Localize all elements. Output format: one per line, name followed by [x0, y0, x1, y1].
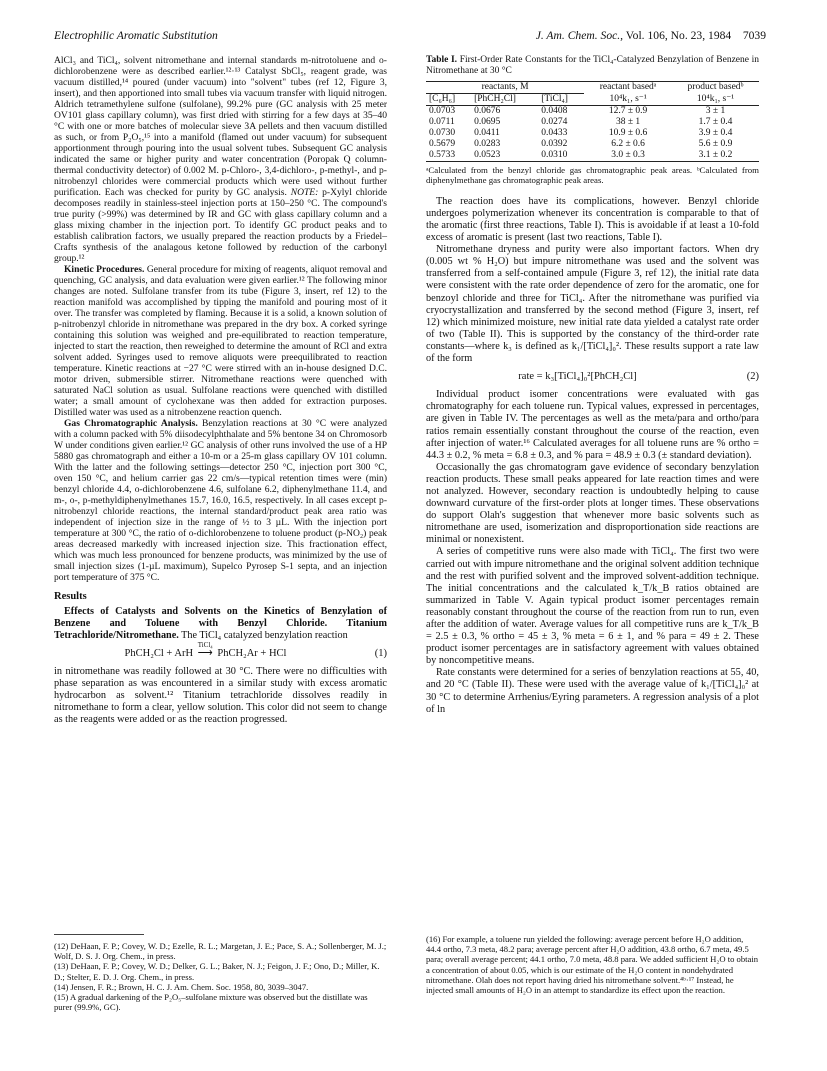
header-page-number: 7039	[742, 29, 766, 42]
table-cell: 0.0433	[541, 128, 568, 138]
table-cell: 10.9 ± 0.6	[608, 128, 648, 138]
kinetic-text: General procedure for mixing of reagents, aliquot removal and quenching, GC analysis, and data evaluation were given earlier.¹² The following minor changes are noted. Sulfolane transfer from its tube (Figure 3, insert, ref 12) to the reaction manifold was accomplished by tipping the manifold and pouring most of it over. The transfer was completed by flaming. Because it is a solid, a known solution of p-nitrobenzyl chloride in nitromethane was prepared in the dry box. A corked syringe containing this solution was weighed and pre-equilibrated to reaction temperature, injected to start the reaction, then reweighed to determine the amount of RCl and extra solvent added. Syringes used to remove aliquots were preequilibrated to reaction temperature. Kinetic reactions at −27 °C were stirred with an in-house designed D.C. motor driven, submersible stirrer. Nitromethane reactions were quenched with saturated NaCl solution as usual. Sulfolane reactions were quenched with distilled water; a small amount of cyclohexane was then added for extraction purposes. Distilled water was used as a nitrobenzene reaction quench.	[54, 264, 387, 418]
table-col4-header-a: reactant basedᵃ	[599, 82, 657, 93]
left-column	[54, 55, 387, 727]
table-cell: 1.7 ± 0.4	[698, 117, 733, 127]
table-cell: 0.5733	[429, 150, 456, 160]
gc-text: Benzylation reactions at 30 °C were analyzed with a column packed with 5% diisodecylphthalate and 5% bentone 34 on Chromosorb W under conditions given earlier.¹² GC analysis of other runs involved the use of a HP 5880 gas chromatograph and either a 10-m or a 25-m glass capillary OV 101 column. With the latter and the following settings—detector 250 °C, injection port 300 °C, oven 150 °C, and helium carrier gas 22 cm/s—typical retention times were (min) benzyl chloride 4.4, o-dichlorobenzene 4.6, sulfolane 6.2, diphenylmethane 11.4, and m-, o-, p-methyldiphenylmethanes 15.7, 16.0, 16.5, respectively. In all cases except p-nitrobenzyl chloride reactions, the internal standard/product peak area ratio was independent of injection size in the range of ½ to 3 µL. With the injection port temperature at 300 °C, the ratio of o-dichlorobenzene to toluene product (p-NO₂) peak areas decreased markedly with increased injection size. This fractionation effect, which was much less pronounced for benzene products, was minimized by the use of small injection sizes (1-µL maximum), Supelco Pyrosep S-1 septa, and an injection port temperature of 375 °C.	[54, 418, 388, 583]
footnote-13: (13) DeHaan, F. P.; Covey, W. D.; Delker, G. L.; Baker, N. J.; Feigon, J. F.; Ono, D.; Miller, K. D.; Stelter, E. D. J. Org. Chem., in press.	[54, 961, 380, 982]
effects-block	[54, 606, 387, 727]
table-col5-header-b: 10⁴k₁, s⁻¹	[696, 93, 735, 104]
equation-1-lhs: PhCH₂Cl + ArH	[124, 648, 194, 659]
table-head-row-1	[426, 82, 759, 94]
rate-constant-table	[426, 81, 759, 162]
table-cell: 0.0523	[474, 150, 501, 160]
footnotes-left	[54, 934, 387, 1012]
footnote-16: (16) For example, a toluene run yielded the following: average percent before H₂O addition, 44.4 ortho, 7.3 meta, 48.2 para; average percent after H₂O addition, 43.8 ortho, 6.7 meta, 49.5 para; overall average percent; 44.1 ortho, 7.0 meta, 48.8 para. We added sufficient H₂O to obtain a concentration of about 0.05, which is our estimate of the H₂O content in nondehydrated nitromethane. Olah does not report having dried his nitromethane solvent.⁴ᵇ·¹⁷ Instead, he injected small amounts of H₂O in an attempt to standardize its effect upon the reaction.	[426, 934, 759, 996]
table-cell: 3.1 ± 0.2	[698, 150, 733, 160]
gc-paragraph	[54, 418, 387, 583]
footnotes-right	[426, 934, 759, 995]
table-col1-header: [C₆H₆]	[429, 94, 456, 104]
header-citation	[536, 29, 766, 42]
header-title: Electrophilic Aromatic Substitution	[54, 29, 218, 42]
table-cell: 5.6 ± 0.9	[698, 139, 733, 149]
table-cell: 0.0695	[474, 117, 501, 127]
table-label: Table I.	[426, 55, 458, 65]
note-text: p-Xylyl chloride decomposes readily in stainless-steel injection ports at 150–250 °C. The compound's true purity (>99%) was determined by IR and GC with glass capillary column and a glass mixing chamber in the injection port. To identify GC product peaks and to establish calibration factors, we usually prepared the reaction products by a Friedel–Crafts synthesis of the analagous ketone followed by reduction of the carbonyl group.¹²	[54, 187, 387, 264]
kinetic-heading: Kinetic Procedures.	[64, 264, 145, 275]
table-cell: 0.0703	[429, 106, 456, 116]
footnote-14: (14) Jensen, F. R.; Brown, H. C. J. Am. Chem. Soc. 1958, 80, 3039–3047.	[54, 981, 309, 992]
table-row	[426, 128, 759, 139]
equation-1-number: (1)	[374, 648, 387, 659]
table-cell: 3.0 ± 0.3	[611, 150, 645, 160]
table-cell: 38 ± 1	[615, 117, 641, 127]
note-label: NOTE:	[290, 187, 319, 198]
table-cell: 6.2 ± 0.6	[611, 139, 645, 149]
right-paragraph-1: The reaction does have its complications, however. Benzyl chloride undergoes polymerization whenever its concentration is comparable to that of the aromatic (first three reactions, Table I). This is avoidable if at least a 10-fold excess of aromatic is present (last two reactions, Table I).	[426, 195, 759, 244]
kinetic-paragraph	[54, 264, 387, 418]
table-head-row-2	[426, 94, 759, 106]
right-column	[426, 55, 759, 716]
table-cell: 0.0392	[541, 139, 568, 149]
table-cell: 0.0411	[474, 128, 500, 138]
table-row	[426, 106, 759, 118]
table-body	[426, 106, 759, 162]
right-paragraph-3: Individual product isomer concentrations were evaluated with gas chromatography for each toluene run. Typical values, expressed in percentages, are given in Table IV. The percentages as well as the meta/para and ortho/para ratios remain essentially constant throughout the course of the reaction, even after injection of water.¹⁶ Calculated averages for all toluene runs are % ortho = 44.3 ± 0.2, % meta = 6.8 ± 0.3, and % para = 48.9 ± 0.3 (± standard deviation).	[426, 389, 759, 461]
table-cell: 0.0676	[474, 106, 501, 116]
table-cell: 0.0283	[474, 139, 501, 149]
right-paragraph-6: Rate constants were determined for a series of benzylation reactions at 55, 40, and 20 °C (Table II). These were used with the average value of k₁/[TiCl₄]₀² at 30 °C to determine Arrhenius/Eyring parameters. A regression analysis of a plot of ln	[426, 667, 759, 715]
table-footnote: ᵃCalculated from the benzyl chloride gas chromatographic peak areas. ᵇCalculated from diphenylmethane gas chromatographic peak areas.	[426, 165, 759, 186]
equation-2	[426, 371, 759, 383]
table-cell: 0.0730	[429, 128, 456, 138]
gc-heading: Gas Chromatographic Analysis.	[64, 418, 198, 429]
equation-2-body: rate = k₃[TiCl₄]₀²[PhCH₂Cl]	[518, 371, 637, 383]
table-group-header: reactants, M	[426, 82, 584, 94]
equation-1-body	[54, 641, 357, 660]
materials-paragraph	[54, 55, 387, 264]
table-cell: 3 ± 1	[705, 106, 726, 116]
right-paragraph-4: Occasionally the gas chromatogram gave evidence of secondary benzylation reaction products. These small peaks appeared for late reaction times and were not analyzed. However, secondary reaction is undoubtedly helping to cause downward curvature of the first-order plots at longer times. These observations do support Olah's suggestion that whenever more basic solvents such as nitromethane are used, isomerization and disproportionation side reactions are minimal or nonexistent.	[426, 461, 759, 546]
table-col2-header: [PhCH₂Cl]	[474, 94, 516, 104]
running-header	[54, 29, 766, 43]
equation-1-catalyst: TiCl₄	[197, 641, 213, 649]
table-row	[426, 117, 759, 128]
after-equation-paragraph: in nitromethane was readily followed at 30 °C. There were no difficulties with phase separation as was encountered in a similar study with excess aromatic hydrocarbon as solvent.¹² Titanium tetrachloride dissolves readily in nitromethane to form a clear, yellow solution. This color did not seem to change as the reagents were added or as the reaction progressed.	[54, 666, 387, 726]
footnote-rule	[54, 934, 144, 935]
right-paragraph-5: A series of competitive runs were also made with TiCl₄. The first two were carried out with impure nitromethane and the original solvent addition technique and the rest with purified solvent and the improved solvent-addition technique. The initial concentrations and the calculated k_T/k_B ratios obtained are summarized in Table V. Again typical product isomer percentages remain reasonably constant throughout the course of the reaction from run to run, even after the addition of water. Average values for all competitive runs are k_T/k_B = 2.5 ± 0.3, % ortho = 45 ± 3, % meta = 6 ± 1, and % para = 49 ± 2. These product isomer percentages are in satisfactory agreement with values obtained by noncompetitive means.	[426, 546, 759, 667]
table-caption-text: First-Order Rate Constants for the TiCl₄-Catalyzed Benzylation of Benzene in Nitromethane at 30 °C	[426, 55, 759, 76]
table-cell: 3.9 ± 0.4	[698, 128, 733, 138]
effects-paragraph	[54, 606, 387, 642]
footnote-15: (15) A gradual darkening of the P₂O₅–sulfolane mixture was observed but the distillate was purer (99.9%, GC).	[54, 992, 368, 1013]
equation-2-number: (2)	[746, 371, 759, 383]
materials-text: AlCl₃ and TiCl₄, solvent nitromethane and internal standards m-nitrotoluene and o-dichlorobenzene were as described earlier.¹²·¹³ Catalyst SbCl₅, reagent grade, was vacuum distilled,¹⁴ poured (under vacuum) into "solvent" tubes (ref 12, Figure 3, insert), and then apportioned into small tubes via vacuum transfer with liquid nitrogen. Aldrich tetramethylene sulfone (sulfolane), 99.2% pure (GC analysis with 25 meter OV101 glass capillary column), was first dried with stirring for a few days at 35–40 °C with one or more batches of molecular sieve 3A pellets and then vacuum distilled as such, or from P₂O₅,¹⁵ into a manifold (flamed out under vacuum) for subsequent apportionment through pouring into the usual solvent tubes. Subsequent GC analysis indicated the same or higher purity and water concentration (Poropak Q column-thermal conductivity detector) of 0.002 M. p-Chloro-, 3,4-dichloro-, p-methyl-, and p-nitrobenzyl chlorides were commercial products which were used without further purification. Each was checked for purity by GC analysis.	[54, 55, 387, 198]
table-col4-header-b: 10⁴k₁, s⁻¹	[609, 93, 647, 104]
effects-text: The TiCl₄ catalyzed benzylation reaction	[181, 630, 348, 641]
table-cell: 0.0711	[429, 117, 455, 127]
equation-1	[54, 641, 387, 660]
reaction-arrow: TiCl₄ ⟶	[197, 641, 213, 659]
table-cell: 0.0408	[541, 106, 568, 116]
table-col5-header-a: product basedᵇ	[687, 82, 744, 93]
table-cell: 12.7 ± 0.9	[608, 106, 648, 116]
right-text-block	[426, 196, 759, 716]
table-caption	[426, 55, 759, 77]
table-col3-header: [TiCl₄]	[541, 94, 568, 104]
table-cell: 0.5679	[429, 139, 456, 149]
effects-heading: Effects of Catalysts and Solvents on the Kinetics of Benzylation of Benzene and Toluene with Benzyl Chloride. Titanium Tetrachloride/Nitromethane.	[54, 606, 387, 641]
right-paragraph-2: Nitromethane dryness and purity were also important factors. When dry (0.005 wt % H₂O) but impure nitromethane was used and the solvent was transferred from a self-contained ampule (Figure 3, ref 12), the initial rate data were consistent with the rate order dependence of zero for the aromatic, one for benzoyl chloride and three for TiCl₄. After the nitromethane was purified via cryocrystallization and transferred by the second method (Figure 3, insert, ref 12) which minimized moisture, new initial rate data yielded a catalyst rate order of two (Table II). This is supported by the constancy of the third-order rate constants—where k₃ is defined as k₁/[TiCl₄]₀². These results support a rate law of the form	[426, 244, 759, 365]
table-cell: 0.0310	[541, 150, 568, 160]
header-journal: J. Am. Chem. Soc.,	[535, 29, 624, 42]
equation-1-rhs: PhCH₂Ar + HCl	[217, 648, 287, 659]
footnote-12: (12) DeHaan, F. P.; Covey, W. D.; Ezelle, R. L.; Margetan, J. E.; Pace, S. A.; Sollenberger, M. J.; Wolf, D. S. J. Org. Chem., in press.	[54, 941, 387, 962]
table-row	[426, 139, 759, 150]
table-row	[426, 150, 759, 162]
table-cell: 0.0274	[541, 117, 568, 127]
results-heading: Results	[54, 591, 87, 602]
header-volume: Vol. 106, No. 23, 1984	[625, 29, 732, 42]
